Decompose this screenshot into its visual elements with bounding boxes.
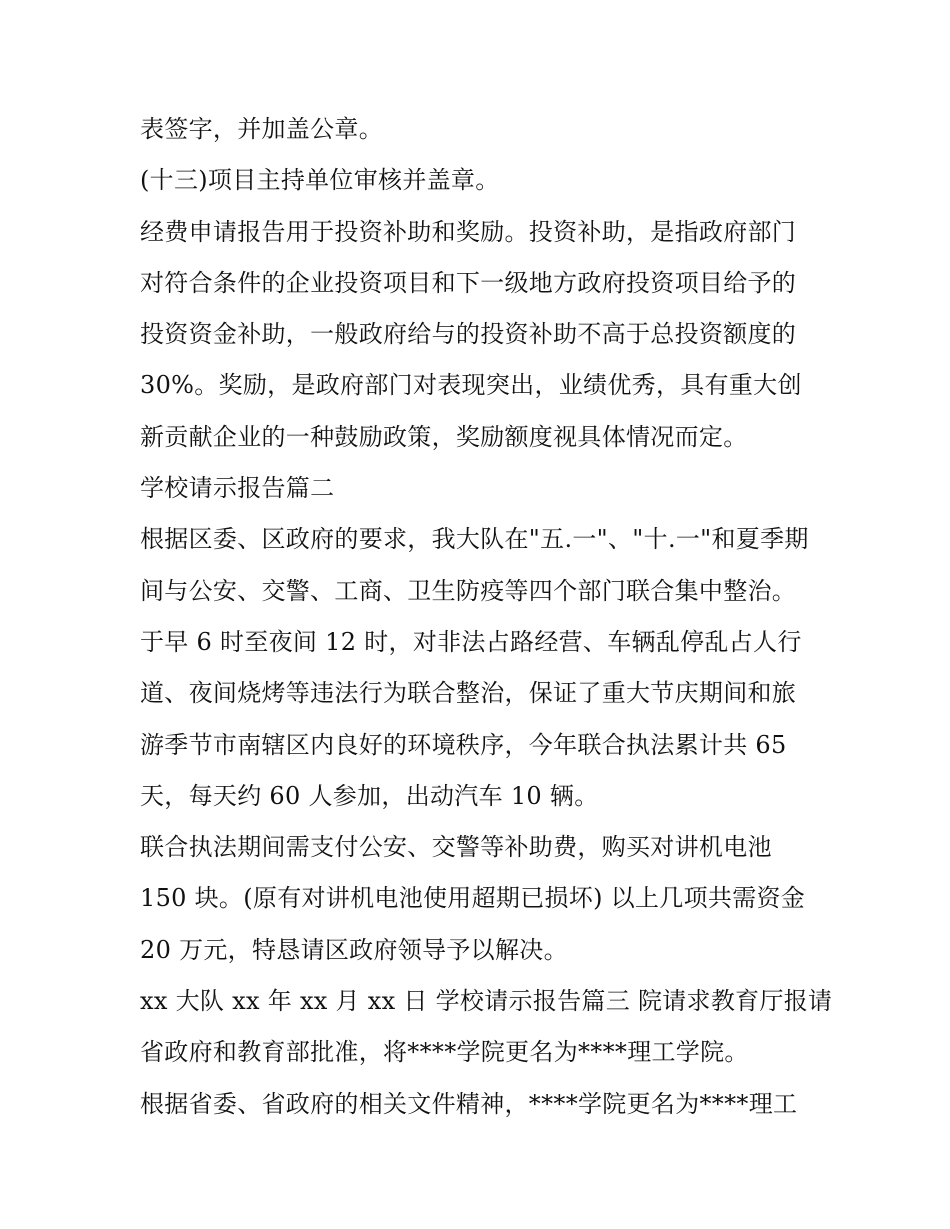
text-line: 经费申请报告用于投资补助和奖励。投资补助，是指政府部门 [140,217,797,246]
text-line: (十三)项目主持单位审核并盖章。 [140,166,500,195]
text-line: 150 块。(原有对讲机电池使用超期已损坏) 以上几项共需资金 [140,884,806,913]
text-line: 表签字，并加盖公章。 [140,115,383,143]
text-line: 根据区委、区政府的要求，我大队在"五.一"、"十.一"和夏季期 [140,525,809,554]
document-page [140,104,833,1130]
text-line: 20 万元，特恳请区政府领导予以解决。 [140,935,568,964]
text-line: 游季节市南辖区内良好的环境秩序，今年联合执法累计共 65 [140,730,787,759]
section-heading: 学校请示报告篇二 [140,474,335,503]
text-line: 道、夜间烧烤等违法行为联合整治，保证了重大节庆期间和旅 [140,679,797,708]
text-line: 于早 6 时至夜间 12 时，对非法占路经营、车辆乱停乱占人行 [140,627,802,656]
text-line: 根据省委、省政府的相关文件精神，****学院更名为****理工 [140,1089,798,1118]
text-line: 30%。奖励，是政府部门对表现突出，业绩优秀，具有重大创 [140,371,802,400]
text-line: 联合执法期间需支付公安、交警等补助费，购买对讲机电池 [140,833,772,862]
text-line: 新贡献企业的一种鼓励政策，奖励额度视具体情况而定。 [140,422,748,451]
text-line: 省政府和教育部批准，将****学院更名为****理工学院。 [140,1038,749,1067]
text-line: xx 大队 xx 年 xx 月 xx 日 学校请示报告篇三 院请求教育厅报请 [140,987,833,1016]
text-line: 对符合条件的企业投资项目和下一级地方政府投资项目给予的 [140,268,797,297]
text-line: 投资资金补助，一般政府给与的投资补助不高于总投资额度的 [140,320,797,349]
text-line: 天，每天约 60 人参加，出动汽车 10 辆。 [140,781,599,810]
text-line: 间与公安、交警、工商、卫生防疫等四个部门联合集中整治。 [140,576,797,605]
